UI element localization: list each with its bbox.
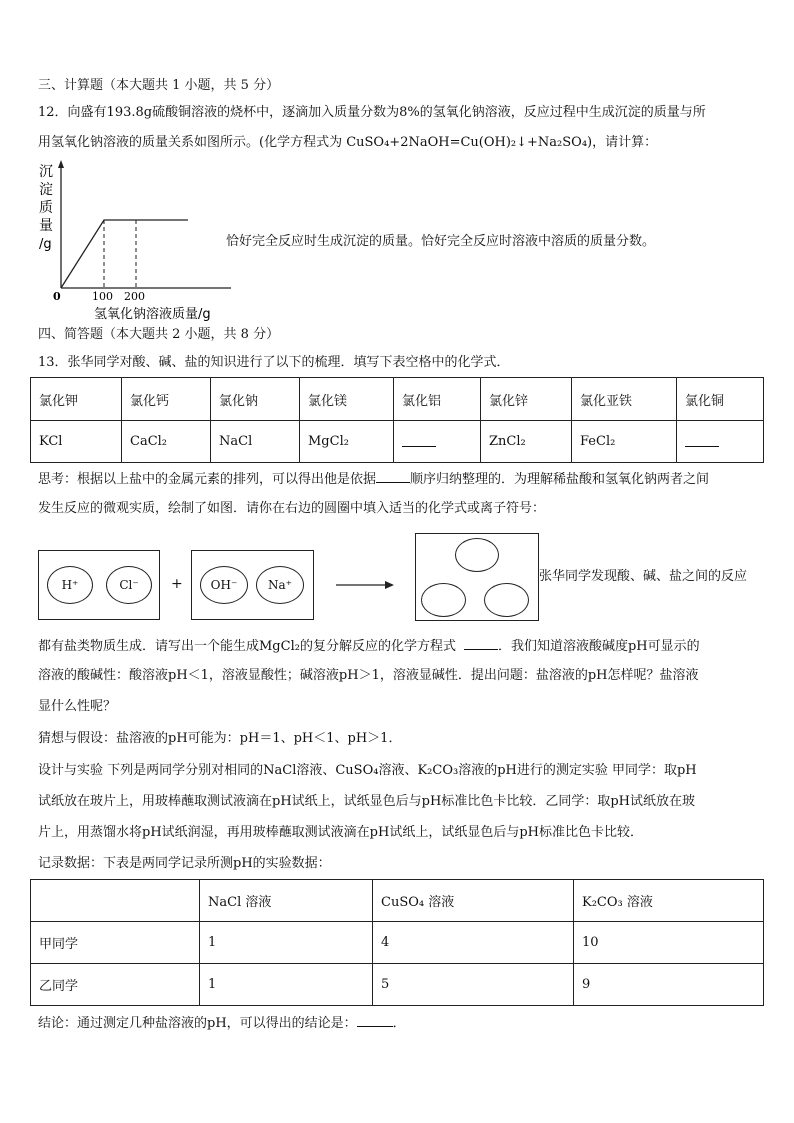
para-line3: 显什么性呢？: [38, 699, 117, 714]
ion-na: Na⁺: [256, 566, 304, 604]
ph-cell: 4: [373, 922, 574, 964]
section3-heading: 三、计算题（本大题共 1 小题，共 5 分）: [38, 78, 280, 93]
conclusion-end: ．: [392, 1016, 406, 1031]
salt-name: 氯化亚铁: [572, 378, 677, 421]
product-circle-top[interactable]: [455, 538, 499, 572]
q12-ask: 恰好完全反应时生成沉淀的质量。恰好完全反应时溶液中溶质的质量分数。: [226, 234, 656, 249]
design-line2: 试纸放在玻片上，用玻棒蘸取测试液滴在pH试纸上，试纸显色后与pH标准比色卡比较．乙同学：取pH试纸放在玻: [38, 794, 695, 809]
ph-cell: 1: [200, 922, 373, 964]
hypothesis-line: 猜想与假设：盐溶液的pH可能为：pH＝1、pH＜1、pH＞1．: [38, 731, 402, 746]
ylabel-char: /g: [39, 237, 52, 252]
answer-blank[interactable]: [376, 470, 410, 483]
salt-formula: ZnCl₂: [481, 421, 572, 463]
y-axis-arrow: [58, 160, 64, 168]
think-line2: 发生反应的微观实质，绘制了如图．请你在右边的圆圈中填入适当的化学式或离子符号：: [38, 501, 546, 516]
xlabel: 氢氧化钠溶液质量/g: [94, 307, 211, 322]
ph-header: CuSO₄ 溶液: [373, 880, 574, 922]
q12-line2: 用氢氧化钠溶液的质量关系如图所示。(化学方程式为 CuSO₄+2NaOH=Cu(OH)₂↓+Na₂SO₄)，请计算：: [38, 135, 658, 150]
ph-cell: 9: [574, 964, 764, 1006]
para-line2: 溶液的酸碱性：酸溶液pH＜1，溶液显酸性；碱溶液pH＞1，溶液显碱性．提出问题：盐溶液的pH怎样呢？盐溶液: [38, 668, 699, 683]
ylabel-char: 质: [39, 200, 53, 216]
ph-header: [31, 880, 200, 922]
ph-cell: 乙同学: [31, 964, 200, 1006]
think-line1: [38, 470, 709, 489]
salt-table: [30, 377, 764, 463]
conclusion-text: 结论：通过测定几种盐溶液的pH，可以得出的结论是：: [38, 1016, 357, 1031]
salt-formula: NaCl: [211, 421, 300, 463]
ion-cl: Cl⁻: [106, 566, 152, 604]
ph-cell: 10: [574, 922, 764, 964]
product-circle-right[interactable]: [484, 583, 529, 617]
tick-100: 100: [92, 290, 113, 303]
ph-header: NaCl 溶液: [200, 880, 373, 922]
salt-formula: FeCl₂: [572, 421, 677, 463]
section4-heading: 四、简答题（本大题共 2 小题，共 8 分）: [38, 327, 280, 342]
salt-name: 氯化钾: [31, 378, 122, 421]
ylabel-char: 量: [39, 218, 53, 234]
conclusion-blank[interactable]: [357, 1014, 393, 1027]
micro-side-text: 张华同学发现酸、碱、盐之间的反应: [539, 569, 748, 584]
data-line: [61, 220, 188, 288]
para-line1: [38, 637, 700, 656]
salt-formula: KCl: [31, 421, 122, 463]
salt-name: 氯化铝: [394, 378, 481, 421]
ph-header: K₂CO₃ 溶液: [574, 880, 764, 922]
equation-blank[interactable]: [464, 637, 498, 650]
ion-h: H⁺: [47, 566, 93, 604]
arrow-icon: [336, 578, 396, 592]
salt-name: 氯化锌: [481, 378, 572, 421]
q13-text: 13．张华同学对酸、碱、盐的知识进行了以下的梳理．填写下表空格中的化学式．: [38, 355, 510, 370]
tick-200: 200: [124, 290, 145, 303]
precipitate-graph: [36, 158, 236, 323]
para-text-a: 都有盐类物质生成．请写出一个能生成MgCl₂的复分解反应的化学方程式: [38, 639, 456, 654]
think-text-b: 顺序归纳整理的．为理解稀盐酸和氢氧化钠两者之间: [410, 472, 710, 487]
design-line1: 设计与实验 下列是两同学分别对相同的NaCl溶液、CuSO₄溶液、K₂CO₃溶液的pH进行的测定实验 甲同学：取pH: [38, 763, 697, 778]
ph-table: [30, 879, 764, 1006]
para-text-b: ．我们知道溶液酸碱度pH可显示的: [497, 639, 700, 654]
ph-cell: 甲同学: [31, 922, 200, 964]
ylabel-char: 淀: [39, 182, 53, 198]
ph-cell: 5: [373, 964, 574, 1006]
q12-line1: 12．向盛有193.8g硫酸铜溶液的烧杯中，逐滴加入质量分数为8%的氢氧化钠溶液，反应过程中生成沉淀的质量与所: [38, 105, 706, 120]
ion-oh: OH⁻: [200, 566, 248, 604]
origin-label: 0: [53, 290, 61, 303]
ylabel-char: 沉: [39, 164, 53, 180]
design-line3: 片上，用蒸馏水将pH试纸润湿，再用玻棒蘸取测试液滴在pH试纸上，试纸显色后与pH标准比色卡比较．: [38, 825, 643, 840]
salt-formula-blank[interactable]: [677, 421, 764, 463]
conclusion-line: [38, 1014, 406, 1033]
salt-formula: MgCl₂: [300, 421, 394, 463]
salt-name: 氯化铜: [677, 378, 764, 421]
salt-name: 氯化钙: [122, 378, 211, 421]
plus-sign: +: [171, 576, 183, 592]
think-text-a: 思考：根据以上盐中的金属元素的排列，可以得出他是依据: [38, 472, 377, 487]
salt-formula-blank[interactable]: [394, 421, 481, 463]
salt-formula: CaCl₂: [122, 421, 211, 463]
ph-cell: 1: [200, 964, 373, 1006]
record-line: 记录数据：下表是两同学记录所测pH的实验数据：: [38, 856, 331, 871]
product-circle-left[interactable]: [421, 583, 466, 617]
salt-name: 氯化镁: [300, 378, 394, 421]
salt-name: 氯化钠: [211, 378, 300, 421]
